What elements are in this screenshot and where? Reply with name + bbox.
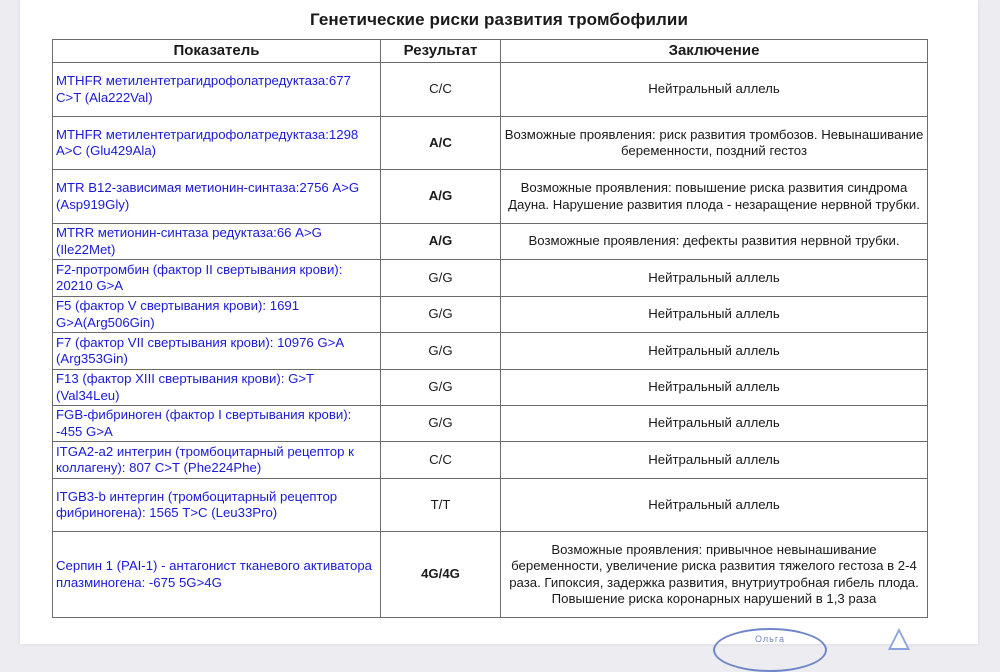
result-cell: A/C bbox=[381, 117, 501, 170]
indicator-cell: Серпин 1 (PAI-1) - антагонист тканевого активатора плазминогена: -675 5G>4G bbox=[53, 532, 381, 618]
indicator-cell: ITGB3-b интергин (тромбоцитарный рецептор фибриногена): 1565 T>C (Leu33Pro) bbox=[53, 479, 381, 532]
table-row bbox=[53, 170, 928, 224]
conclusion-cell: Нейтральный аллель bbox=[501, 406, 928, 442]
stamp-text: Ольга bbox=[755, 634, 785, 644]
seal-stamp bbox=[713, 628, 827, 672]
conclusion-cell: Нейтральный аллель bbox=[501, 333, 928, 370]
table-header-row bbox=[53, 40, 928, 63]
table-row bbox=[53, 479, 928, 532]
table-row bbox=[53, 333, 928, 370]
conclusion-cell: Нейтральный аллель bbox=[501, 63, 928, 117]
indicator-cell: F2-протромбин (фактор II свертывания крови): 20210 G>A bbox=[53, 260, 381, 297]
table-row bbox=[53, 117, 928, 170]
header-result: Результат bbox=[381, 40, 501, 63]
conclusion-cell: Возможные проявления: привычное невынашивание беременности, увеличение риска развития тяжелого гестоза в 2-4 раза. Гипоксия, задержка развития, внутриутробная гибель плода. Повышение риска коронарных нарушений в 1,3 раза bbox=[501, 532, 928, 618]
conclusion-cell: Нейтральный аллель bbox=[501, 297, 928, 333]
conclusion-cell: Нейтральный аллель bbox=[501, 370, 928, 406]
conclusion-cell: Возможные проявления: дефекты развития нервной трубки. bbox=[501, 224, 928, 260]
table-row bbox=[53, 260, 928, 297]
table-row bbox=[53, 224, 928, 260]
document-page bbox=[20, 0, 978, 644]
result-cell: 4G/4G bbox=[381, 532, 501, 618]
result-cell: G/G bbox=[381, 370, 501, 406]
result-cell: G/G bbox=[381, 333, 501, 370]
conclusion-cell: Возможные проявления: риск развития тромбозов. Невынашивание беременности, поздний гестоз bbox=[501, 117, 928, 170]
logo-triangle-icon bbox=[888, 628, 910, 650]
indicator-cell: ITGA2-a2 интегрин (тромбоцитарный рецептор к коллагену): 807 C>T (Phe224Phe) bbox=[53, 442, 381, 479]
table-row bbox=[53, 532, 928, 618]
result-cell: G/G bbox=[381, 406, 501, 442]
indicator-cell: F13 (фактор XIII свертывания крови): G>T (Val34Leu) bbox=[53, 370, 381, 406]
result-cell: C/C bbox=[381, 63, 501, 117]
table-row bbox=[53, 442, 928, 479]
conclusion-cell: Возможные проявления: повышение риска развития синдрома Дауна. Нарушение развития плода - незаращение нервной трубки. bbox=[501, 170, 928, 224]
header-conclusion: Заключение bbox=[501, 40, 928, 63]
result-cell: G/G bbox=[381, 260, 501, 297]
table-row bbox=[53, 406, 928, 442]
indicator-cell: MTHFR метилентетрагидрофолатредуктаза:677 C>T (Ala222Val) bbox=[53, 63, 381, 117]
result-cell: A/G bbox=[381, 224, 501, 260]
conclusion-cell: Нейтральный аллель bbox=[501, 442, 928, 479]
document-title: Генетические риски развития тромбофилии bbox=[309, 10, 689, 29]
conclusion-cell: Нейтральный аллель bbox=[501, 260, 928, 297]
conclusion-cell: Нейтральный аллель bbox=[501, 479, 928, 532]
result-cell: T/T bbox=[381, 479, 501, 532]
indicator-cell: MTR B12-зависимая метионин-синтаза:2756 A>G (Asp919Gly) bbox=[53, 170, 381, 224]
indicator-cell: F5 (фактор V свертывания крови): 1691 G>A(Arg506Gin) bbox=[53, 297, 381, 333]
header-indicator: Показатель bbox=[53, 40, 381, 63]
result-cell: G/G bbox=[381, 297, 501, 333]
indicator-cell: MTHFR метилентетрагидрофолатредуктаза:1298 A>C (Glu429Ala) bbox=[53, 117, 381, 170]
result-cell: C/C bbox=[381, 442, 501, 479]
indicator-cell: FGB-фибриноген (фактор I свертывания крови): -455 G>A bbox=[53, 406, 381, 442]
thrombophilia-risk-table bbox=[52, 39, 928, 618]
table-row bbox=[53, 63, 928, 117]
indicator-cell: MTRR метионин-синтаза редуктаза:66 A>G (Ile22Met) bbox=[53, 224, 381, 260]
indicator-cell: F7 (фактор VII свертывания крови): 10976 G>A (Arg353Gin) bbox=[53, 333, 381, 370]
table-row bbox=[53, 297, 928, 333]
table-row bbox=[53, 370, 928, 406]
result-cell: A/G bbox=[381, 170, 501, 224]
